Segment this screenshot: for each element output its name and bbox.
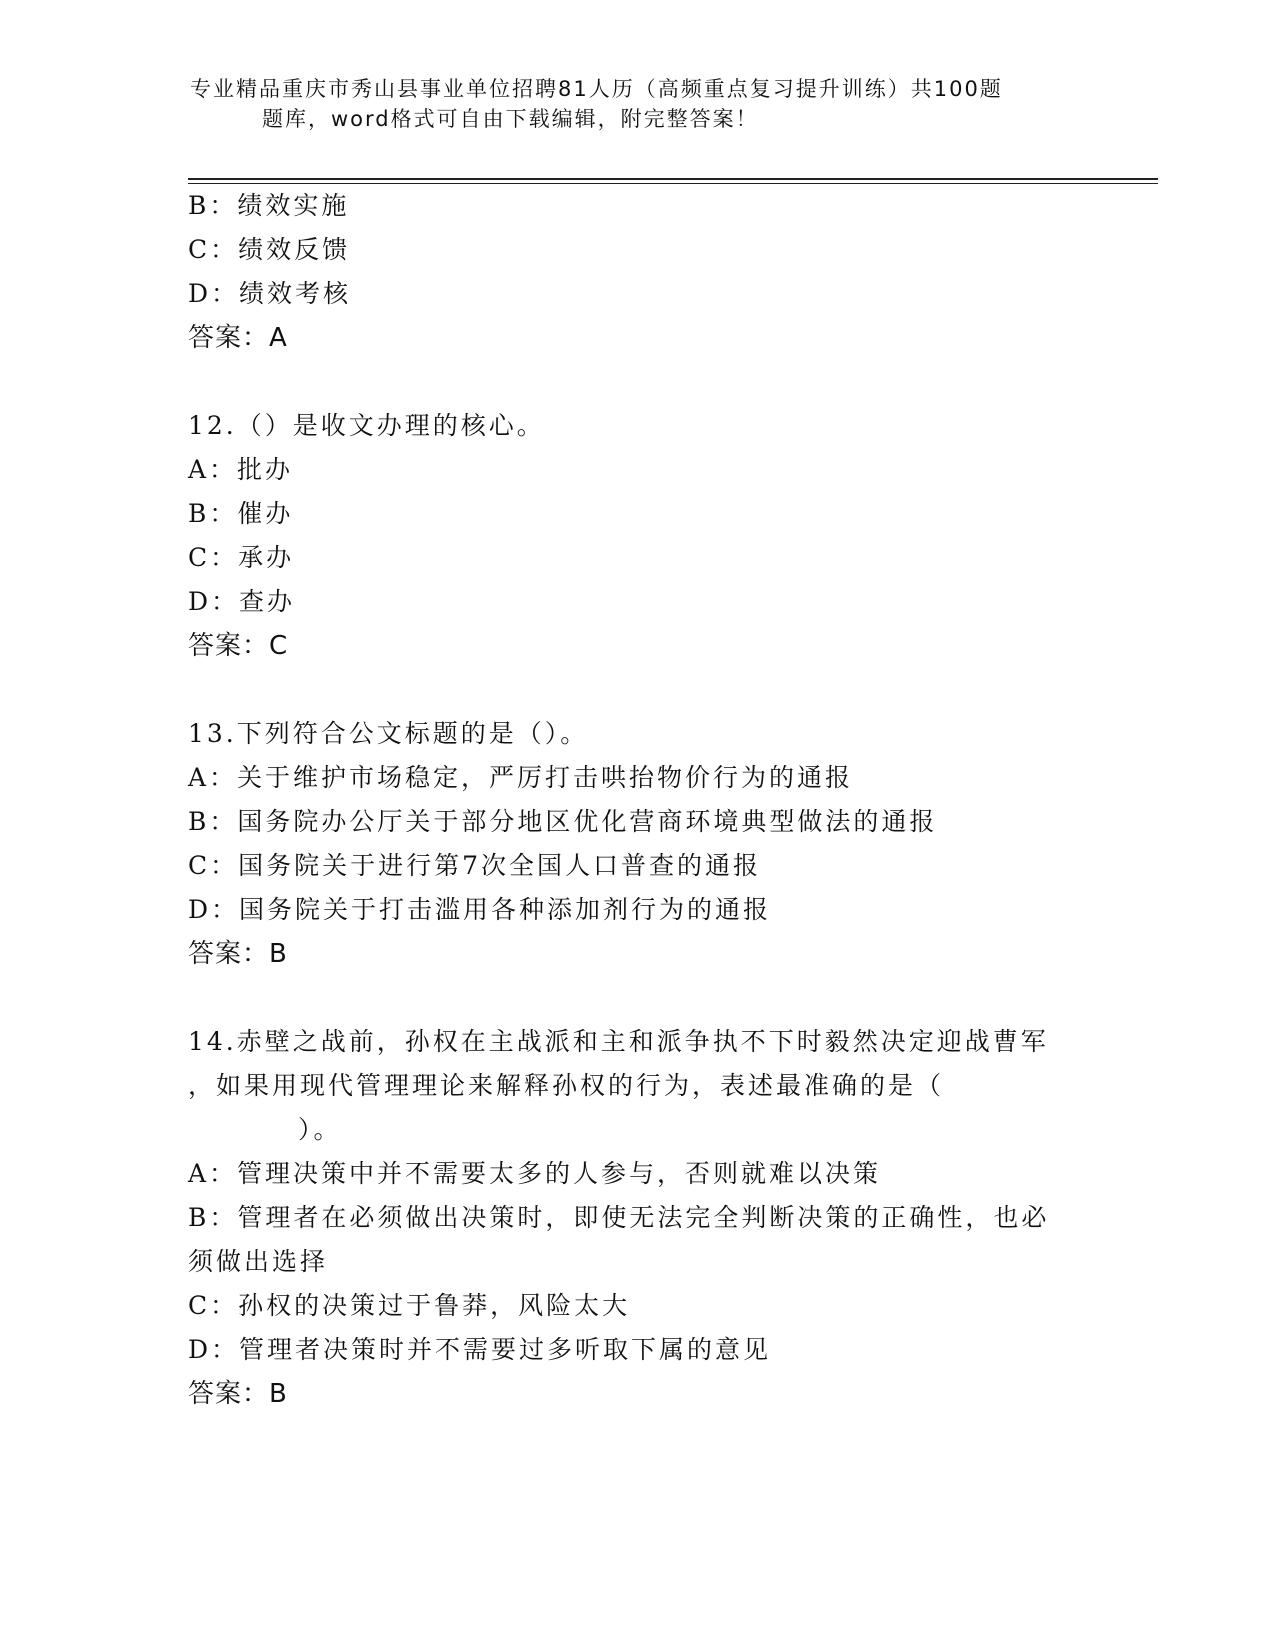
- q14-stem-line-3: ）。: [298, 1115, 342, 1144]
- prev-option-d: D：绩效考核: [188, 279, 352, 308]
- q13-answer: 答案：B: [188, 939, 288, 969]
- q13-option-b: B：国务院办公厅关于部分地区优化营商环境典型做法的通报: [188, 807, 938, 836]
- q12-option-d: D：查办: [188, 587, 296, 616]
- q14-option-c: C：孙权的决策过于鲁莽，风险太大: [188, 1291, 631, 1320]
- q13-option-c: C：国务院关于进行第7次全国人口普查的通报: [188, 851, 762, 880]
- prev-answer: 答案：A: [188, 323, 288, 353]
- header-title-line-1: 专业精品重庆市秀山县事业单位招聘81人历（高频重点复习提升训练）共100题: [190, 77, 1003, 101]
- q14-stem-line-2: ，如果用现代管理理论来解释孙权的行为，表述最准确的是（: [188, 1071, 945, 1100]
- q14-option-a: A：管理决策中并不需要太多的人参与，否则就难以决策: [188, 1159, 882, 1188]
- prev-option-c: C：绩效反馈: [188, 235, 351, 264]
- q14-answer: 答案：B: [188, 1379, 288, 1409]
- q13-stem: 13.下列符合公文标题的是（）。: [188, 719, 589, 748]
- q12-option-c: C：承办: [188, 543, 295, 572]
- q12-answer: 答案：C: [188, 631, 289, 661]
- header-title-line-2: 题库，word格式可自由下载编辑，附完整答案！: [262, 107, 759, 131]
- prev-option-b: B：绩效实施: [188, 191, 350, 220]
- q14-option-d: D：管理者决策时并不需要过多听取下属的意见: [188, 1335, 772, 1364]
- q14-stem-line-1: 14.赤壁之战前，孙权在主战派和主和派争执不下时毅然决定迎战曹军: [188, 1027, 1049, 1056]
- q13-option-d: D：国务院关于打击滥用各种添加剂行为的通报: [188, 895, 772, 924]
- q12-stem: 12.（）是收文办理的核心。: [188, 411, 545, 440]
- q13-option-a: A：关于维护市场稳定，严厉打击哄抬物价行为的通报: [188, 763, 854, 792]
- header-divider-thick: [188, 178, 1158, 180]
- q12-option-a: A：批办: [188, 455, 294, 484]
- header-divider-thin: [188, 183, 1158, 184]
- q14-option-b: B：管理者在必须做出决策时，即使无法完全判断决策的正确性，也必: [188, 1203, 1050, 1232]
- q14-option-b-continued: 须做出选择: [188, 1247, 329, 1276]
- q12-option-b: B：催办: [188, 499, 294, 528]
